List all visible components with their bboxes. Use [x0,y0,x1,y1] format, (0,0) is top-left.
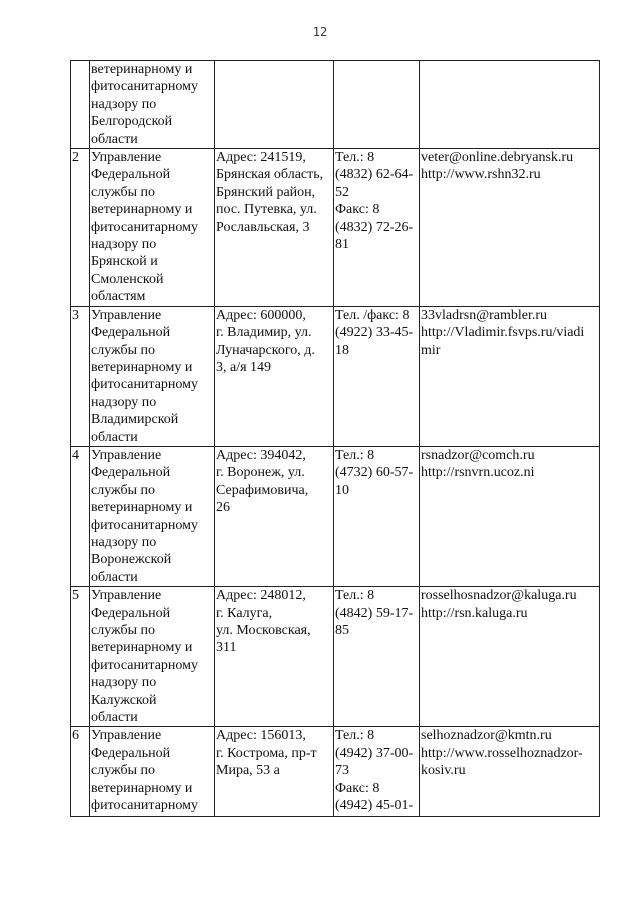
agency-address: Адрес: 241519, Брянская область, Брянский район, пос. Путевка, ул. Рославльская, 3 [215,149,334,307]
agency-address [215,61,334,149]
agency-phone: Тел.: 8 (4942) 37-00- 73 Факс: 8 (4942) 45-01- [334,727,420,817]
agency-contacts [420,61,600,149]
table-row [71,306,600,446]
row-number: 5 [71,587,90,727]
agency-contacts: rosselhosnadzor@kaluga.ru http://rsn.kaluga.ru [420,587,600,727]
agency-address: Адрес: 600000, г. Владимир, ул. Луначарского, д. 3, а/я 149 [215,306,334,446]
table-row [71,446,600,586]
page-number: 12 [312,25,328,39]
agency-phone: Тел.: 8 (4842) 59-17- 85 [334,587,420,727]
table-row [71,149,600,307]
agency-name: Управление Федеральной службы по ветеринарному и фитосанитарному надзору по Калужской области [90,587,215,727]
agency-name: Управление Федеральной службы по ветеринарному и фитосанитарному надзору по Владимирской области [90,306,215,446]
agency-address: Адрес: 248012, г. Калуга, ул. Московская, 311 [215,587,334,727]
table-row [71,61,600,149]
agency-phone [334,61,420,149]
agency-phone: Тел.: 8 (4832) 62-64- 52 Факс: 8 (4832) 72-26- 81 [334,149,420,307]
row-number: 2 [71,149,90,307]
agency-contacts: 33vladrsn@rambler.ru http://Vladimir.fsvps.ru/viadi mir [420,306,600,446]
agency-name: ветеринарному и фитосанитарному надзору по Белгородской области [90,61,215,149]
row-number: 6 [71,727,90,817]
agency-address: Адрес: 394042, г. Воронеж, ул. Серафимовича, 26 [215,446,334,586]
row-number [71,61,90,149]
agency-contacts-table [70,60,600,817]
table-row [71,727,600,817]
agency-name: Управление Федеральной службы по ветеринарному и фитосанитарному надзору по Воронежской области [90,446,215,586]
table-row [71,587,600,727]
agency-contacts: rsnadzor@comch.ru http://rsnvrn.ucoz.ni [420,446,600,586]
row-number: 4 [71,446,90,586]
agency-address: Адрес: 156013, г. Кострома, пр-т Мира, 53 а [215,727,334,817]
agency-phone: Тел. /факс: 8 (4922) 33-45- 18 [334,306,420,446]
agency-contacts: veter@online.debryansk.ru http://www.rshn32.ru [420,149,600,307]
agency-contacts: selhoznadzor@kmtn.ru http://www.rosselhoznadzor- kosiv.ru [420,727,600,817]
agency-name: Управление Федеральной службы по ветеринарному и фитосанитарному [90,727,215,817]
agency-phone: Тел.: 8 (4732) 60-57- 10 [334,446,420,586]
agency-name: Управление Федеральной службы по ветеринарному и фитосанитарному надзору по Брянской и Смоленской областям [90,149,215,307]
row-number: 3 [71,306,90,446]
